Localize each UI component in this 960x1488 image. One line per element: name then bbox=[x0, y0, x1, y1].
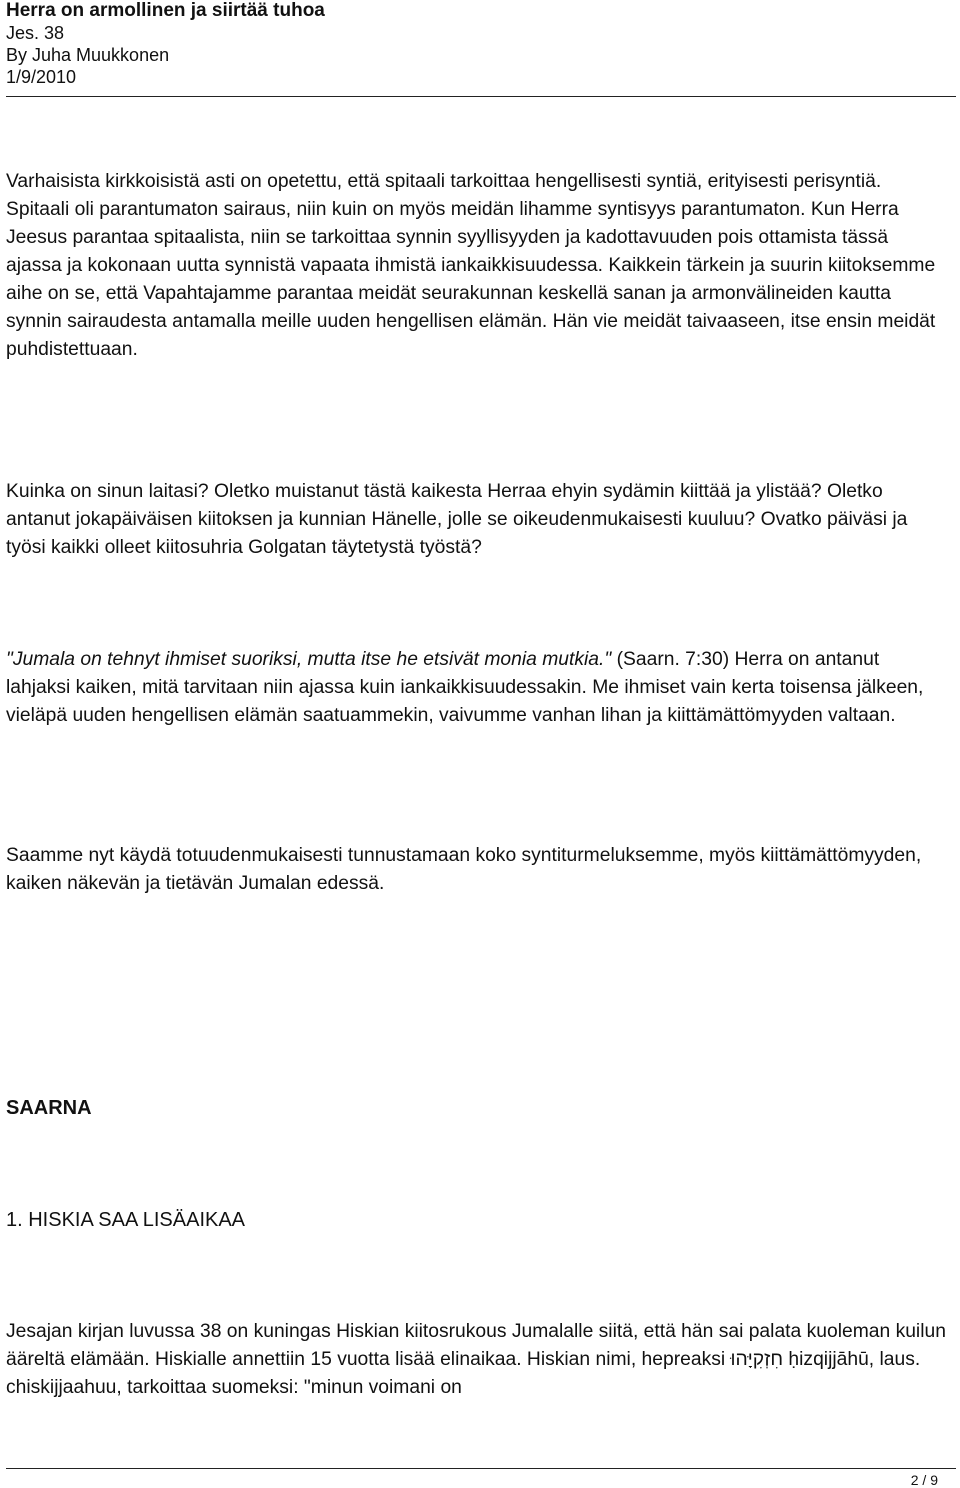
section-heading-1: 1. HISKIA SAA LISÄAIKAA bbox=[6, 1209, 246, 1231]
footer-rule bbox=[6, 1468, 956, 1469]
scripture-reference: Jes. 38 bbox=[6, 23, 65, 43]
scripture-quote: "Jumala on tehnyt ihmiset suoriksi, mutta itse he etsivät monia mutkia." bbox=[6, 649, 612, 670]
date-line: 1/9/2010 bbox=[6, 67, 77, 87]
paragraph-quote-rest: (Saarn. 7:30) Herra on antanut lahjaksi kaiken, mitä tarvitaan niin ajassa kuin iankaikkisuudessakin. Me ihmiset vain kerta toisensa jälkeen, vieläpä uuden hengellisen elämän saatuammekin, vaivumme vanhan lihan ja kiittämättömyyden valtaan. bbox=[6, 649, 924, 726]
document-title: Herra on armollinen ja siirtää tuhoa bbox=[6, 0, 325, 21]
sermon-heading: SAARNA bbox=[6, 1097, 92, 1119]
paragraph-questions: Kuinka on sinun laitasi? Oletko muistanut tästä kaikesta Herraa ehyin sydämin kiittää ja ylistää? Oletko antanut jokapäiväisen kiitoksen ja kunnian Hänelle, jolle se oikeudenmukaisesti kuuluu? Ovatko päiväsi ja työsi kaikki olleet kiitosuhria Golgatan täytetystä työstä? bbox=[6, 481, 908, 558]
paragraph-confession: Saamme nyt käydä totuudenmukaisesti tunnustamaan koko syntiturmeluksemme, myös kiittämättömyyden, kaiken näkevän ja tietävän Jumalan edessä. bbox=[6, 845, 922, 894]
paragraph-leprosy: Varhaisista kirkkoisistä asti on opetettu, että spitaali tarkoittaa hengellisesti syntiä, erityisesti perisyntiä. Spitaali oli parantumaton sairaus, niin kuin on myös meidän lihamme syntisyys parantumaton. Kun Herra Jeesus parantaa spitaalista, niin se tarkoittaa synnin syyllisyyden ja kadottavuuden pois ottamista tässä ajassa ja kokonaan uutta synnistä vapaata ihmistä iankaikkisuudessa. Kaikkein tärkein ja suurin kiitoksemme aihe on se, että Vapahtajamme parantaa meidät seurakunnan keskellä sanan ja armonvälineiden kautta synnin sairaudesta antamalla meille uuden hengellisen elämän. Hän vie meidät taivaaseen, itse ensin meidät puhdistettuaan. bbox=[6, 171, 936, 360]
author-line: By Juha Muukkonen bbox=[6, 45, 170, 65]
paragraph-quote bbox=[6, 646, 946, 730]
page-number: 2 / 9 bbox=[910, 1472, 938, 1488]
paragraph-hezekiah: Jesajan kirjan luvussa 38 on kuningas Hiskian kiitosrukous Jumalalle siitä, että hän sai palata kuoleman kuilun ääreltä elämään. Hiskialle annettiin 15 vuotta lisää elinaikaa. Hiskian nimi, hepreaksi חִזְקִיָּהוּ ḥizqijjāhū, laus. chiskijjaahuu, tarkoittaa suomeksi: "minun voimani on bbox=[6, 1321, 946, 1398]
document-header bbox=[6, 0, 956, 97]
